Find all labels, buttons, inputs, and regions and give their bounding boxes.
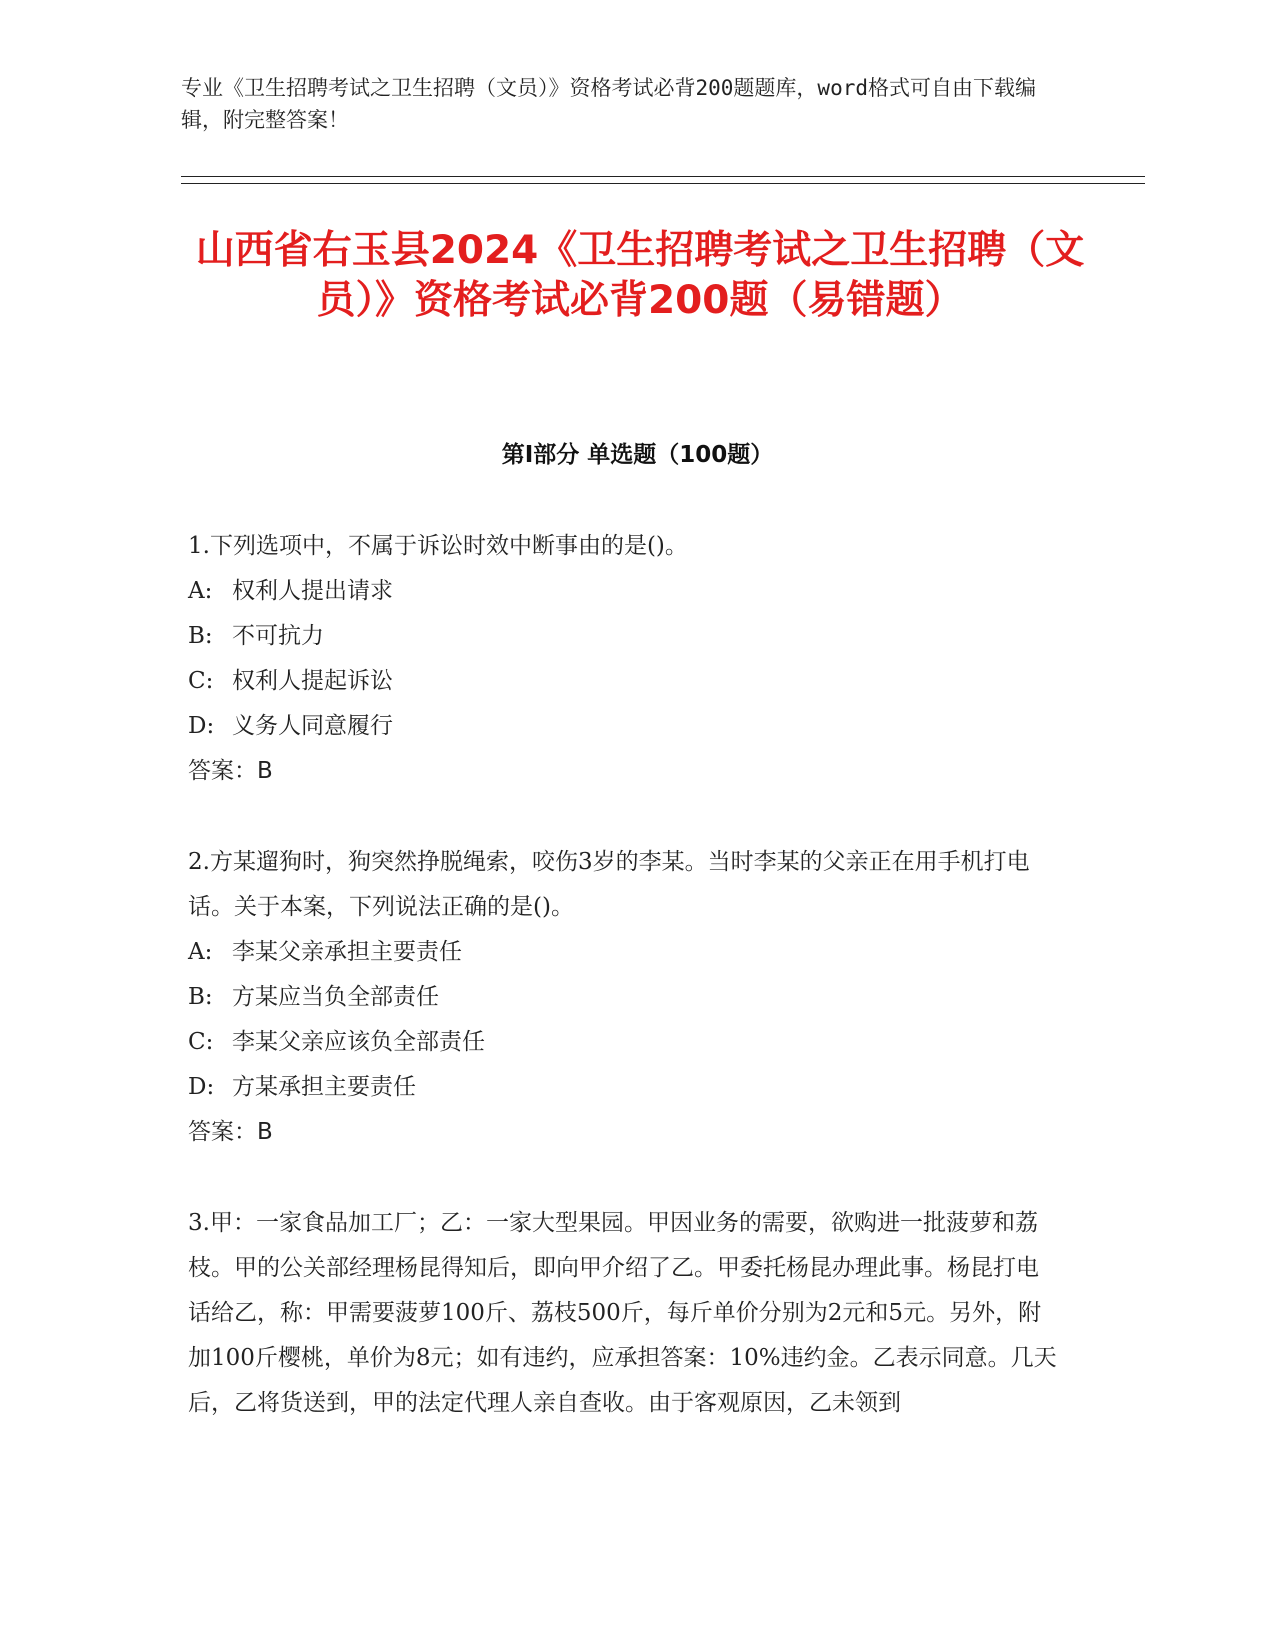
header-divider-bottom xyxy=(181,183,1145,184)
header-note: 专业《卫生招聘考试之卫生招聘（文员）》资格考试必背200题题库，word格式可自由下载编辑，附完整答案！ xyxy=(181,76,1036,132)
question-list xyxy=(188,524,1058,1472)
option-text: 义务人同意履行 xyxy=(232,713,393,739)
answer-value: B xyxy=(257,758,273,784)
question-stem: 3.甲：一家食品加工厂；乙：一家大型果园。甲因业务的需要，欲购进一批菠萝和荔枝。甲的公关部经理杨昆得知后，即向甲介绍了乙。甲委托杨昆办理此事。杨昆打电话给乙，称：甲需要菠萝100斤、荔枝500斤，每斤单价分别为2元和5元。另外，附加100斤樱桃，单价为8元；如有违约，应承担答案：10%违约金。乙表示同意。几天后，乙将货送到，甲的法定代理人亲自查收。由于客观原因，乙未领到 xyxy=(188,1210,1057,1416)
answer-label: 答案： xyxy=(188,758,257,784)
option-a xyxy=(188,930,1058,975)
option-b xyxy=(188,975,1058,1020)
option-text: 李某父亲承担主要责任 xyxy=(232,939,462,965)
option-letter: C: xyxy=(188,1029,214,1055)
option-text: 李某父亲应该负全部责任 xyxy=(232,1029,485,1055)
question-3 xyxy=(188,1201,1058,1426)
option-letter: B: xyxy=(188,984,213,1010)
option-letter: A: xyxy=(188,939,213,965)
option-a xyxy=(188,569,1058,614)
question-1 xyxy=(188,524,1058,794)
option-text: 不可抗力 xyxy=(232,623,324,649)
question-stem: 1.下列选项中，不属于诉讼时效中断事由的是()。 xyxy=(188,533,688,559)
document-title: 山西省右玉县2024《卫生招聘考试之卫生招聘（文员）》资格考试必背200题（易错题） xyxy=(195,228,1085,323)
section-title: 第Ⅰ部分 单选题（100题） xyxy=(501,442,774,468)
option-text: 权利人提出请求 xyxy=(232,578,393,604)
answer-line xyxy=(188,1110,1058,1155)
question-stem: 2.方某遛狗时，狗突然挣脱绳索，咬伤3岁的李某。当时李某的父亲正在用手机打电话。关于本案，下列说法正确的是()。 xyxy=(188,849,1030,920)
option-letter: D: xyxy=(188,1074,215,1100)
option-c xyxy=(188,659,1058,704)
option-d xyxy=(188,1065,1058,1110)
option-letter: A: xyxy=(188,578,213,604)
option-b xyxy=(188,614,1058,659)
answer-line xyxy=(188,749,1058,794)
option-text: 方某应当负全部责任 xyxy=(232,984,439,1010)
answer-value: B xyxy=(257,1119,273,1145)
answer-label: 答案： xyxy=(188,1119,257,1145)
option-letter: B: xyxy=(188,623,213,649)
option-letter: C: xyxy=(188,668,214,694)
option-d xyxy=(188,704,1058,749)
option-text: 方某承担主要责任 xyxy=(232,1074,416,1100)
option-letter: D: xyxy=(188,713,215,739)
header-divider-top xyxy=(181,176,1145,177)
option-text: 权利人提起诉讼 xyxy=(232,668,393,694)
option-c xyxy=(188,1020,1058,1065)
question-2 xyxy=(188,840,1058,1155)
